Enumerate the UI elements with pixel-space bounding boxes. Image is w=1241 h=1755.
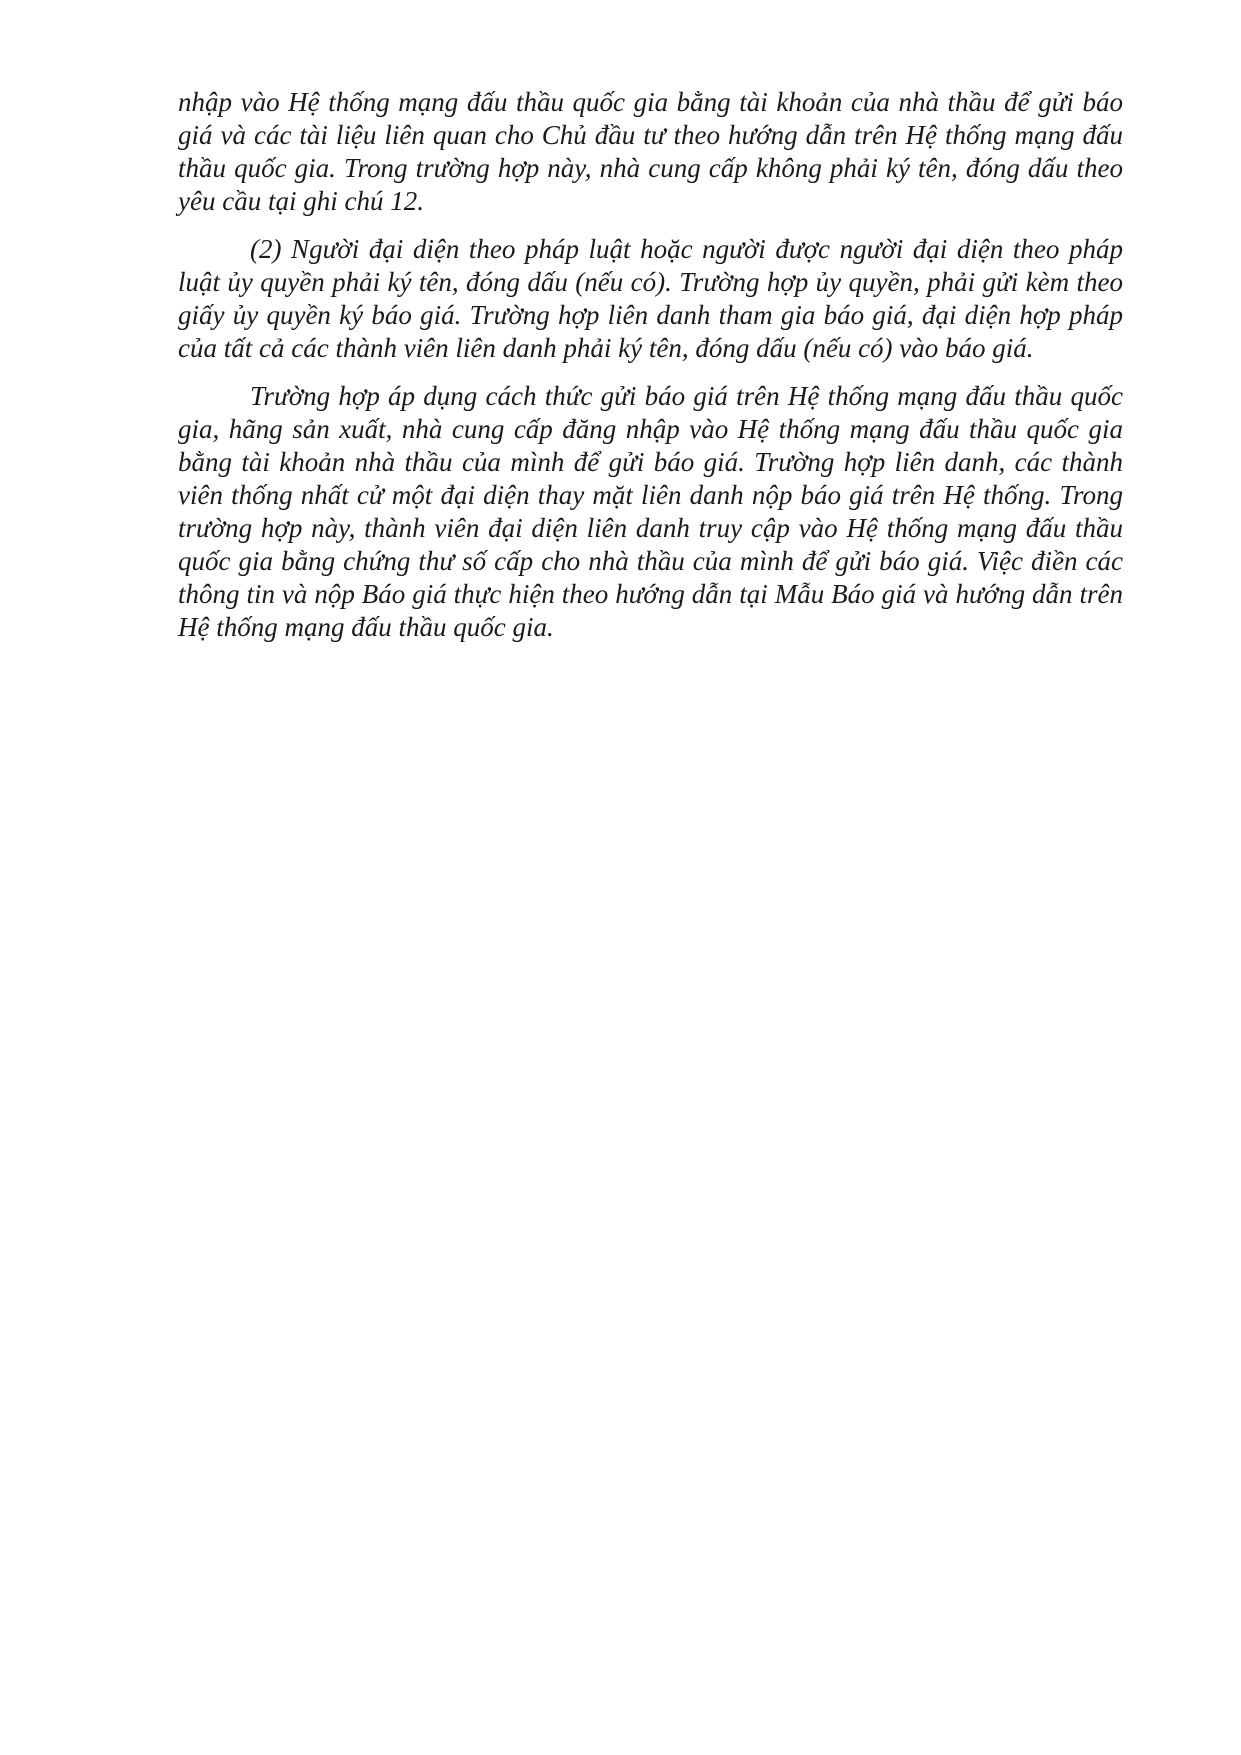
paragraph-online-submission: Trường hợp áp dụng cách thức gửi báo giá trên Hệ thống mạng đấu thầu quốc gia, hãng sản xuất, nhà cung cấp đăng nhập vào Hệ thống mạng đấu thầu quốc gia bằng tài khoản nhà thầu của mình để gửi báo giá. Trường hợp liên danh, các thành viên thống nhất cử một đại diện thay mặt liên danh nộp báo giá trên Hệ thống. Trong trường hợp này, thành viên đại diện liên danh truy cập vào Hệ thống mạng đấu thầu quốc gia bằng chứng thư số cấp cho nhà thầu của mình để gửi báo giá. Việc điền các thông tin và nộp Báo giá thực hiện theo hướng dẫn tại Mẫu Báo giá và hướng dẫn trên Hệ thống mạng đấu thầu quốc gia. xyxy=(178,381,1123,642)
paragraph-note-2: (2) Người đại diện theo pháp luật hoặc người được người đại diện theo pháp luật ủy quyền phải ký tên, đóng dấu (nếu có). Trường hợp ủy quyền, phải gửi kèm theo giấy ủy quyền ký báo giá. Trường hợp liên danh tham gia báo giá, đại diện hợp pháp của tất cả các thành viên liên danh phải ký tên, đóng dấu (nếu có) vào báo giá. xyxy=(178,234,1123,363)
paragraph-continuation: nhập vào Hệ thống mạng đấu thầu quốc gia bằng tài khoản của nhà thầu để gửi báo giá và các tài liệu liên quan cho Chủ đầu tư theo hướng dẫn trên Hệ thống mạng đấu thầu quốc gia. Trong trường hợp này, nhà cung cấp không phải ký tên, đóng dấu theo yêu cầu tại ghi chú 12. xyxy=(178,87,1123,216)
document-body xyxy=(178,86,1123,659)
